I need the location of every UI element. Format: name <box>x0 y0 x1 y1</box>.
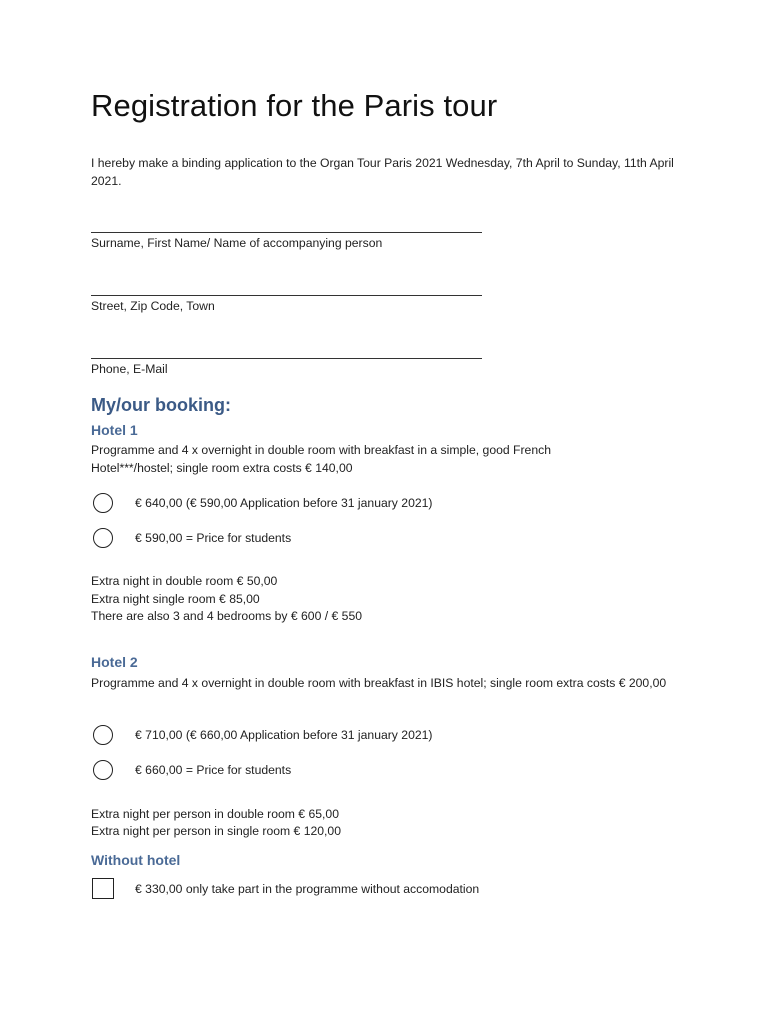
contact-field-caption: Phone, E-Mail <box>91 362 168 376</box>
without-hotel-checkbox[interactable] <box>92 878 114 899</box>
without-hotel-option[interactable] <box>92 878 479 899</box>
hotel2-option-student[interactable] <box>93 760 291 780</box>
name-field-caption: Surname, First Name/ Name of accompanying person <box>91 236 383 250</box>
hotel2-description: Programme and 4 x overnight in double room with breakfast in IBIS hotel; single room extra costs € 200,00 <box>91 676 667 690</box>
hotel1-description: Programme and 4 x overnight in double room with breakfast in a simple, good French Hotel***/hostel; single room extra costs € 140,00 <box>91 443 551 475</box>
hotel2-extra-single: Extra night per person in single room € 120,00 <box>91 824 341 838</box>
hotel1-regular-label: € 640,00 (€ 590,00 Application before 31 january 2021) <box>135 496 433 510</box>
without-hotel-label: € 330,00 only take part in the programme without accomodation <box>135 881 480 896</box>
booking-heading: My/our booking: <box>91 395 231 415</box>
hotel1-student-label: € 590,00 = Price for students <box>135 531 292 545</box>
without-hotel-heading: Without hotel <box>91 852 181 868</box>
hotel2-heading: Hotel 2 <box>91 654 138 670</box>
contact-field-line[interactable] <box>91 358 482 359</box>
hotel2-student-radio[interactable] <box>93 760 113 780</box>
hotel1-heading: Hotel 1 <box>91 422 138 438</box>
hotel2-option-regular[interactable] <box>93 725 432 745</box>
hotel2-regular-radio[interactable] <box>93 725 113 745</box>
hotel1-extra-bedrooms: There are also 3 and 4 bedrooms by € 600 / € 550 <box>91 609 363 623</box>
hotel1-option-student[interactable] <box>93 528 291 548</box>
hotel1-extra-single: Extra night single room € 85,00 <box>91 592 260 606</box>
address-field-line[interactable] <box>91 295 482 296</box>
page-title: Registration for the Paris tour <box>91 88 498 123</box>
hotel1-regular-radio[interactable] <box>93 493 113 513</box>
intro-text: I hereby make a binding application to the Organ Tour Paris 2021 Wednesday, 7th April to Sunday, 11th April 2021. <box>91 156 674 188</box>
hotel1-student-radio[interactable] <box>93 528 113 548</box>
name-field-line[interactable] <box>91 232 482 233</box>
hotel2-extra-double: Extra night per person in double room € 65,00 <box>91 807 339 821</box>
hotel2-student-label: € 660,00 = Price for students <box>135 763 292 777</box>
hotel2-regular-label: € 710,00 (€ 660,00 Application before 31 january 2021) <box>135 728 433 742</box>
address-field-caption: Street, Zip Code, Town <box>91 299 215 313</box>
hotel1-extra-double: Extra night in double room € 50,00 <box>91 574 278 588</box>
hotel1-option-regular[interactable] <box>93 493 432 513</box>
